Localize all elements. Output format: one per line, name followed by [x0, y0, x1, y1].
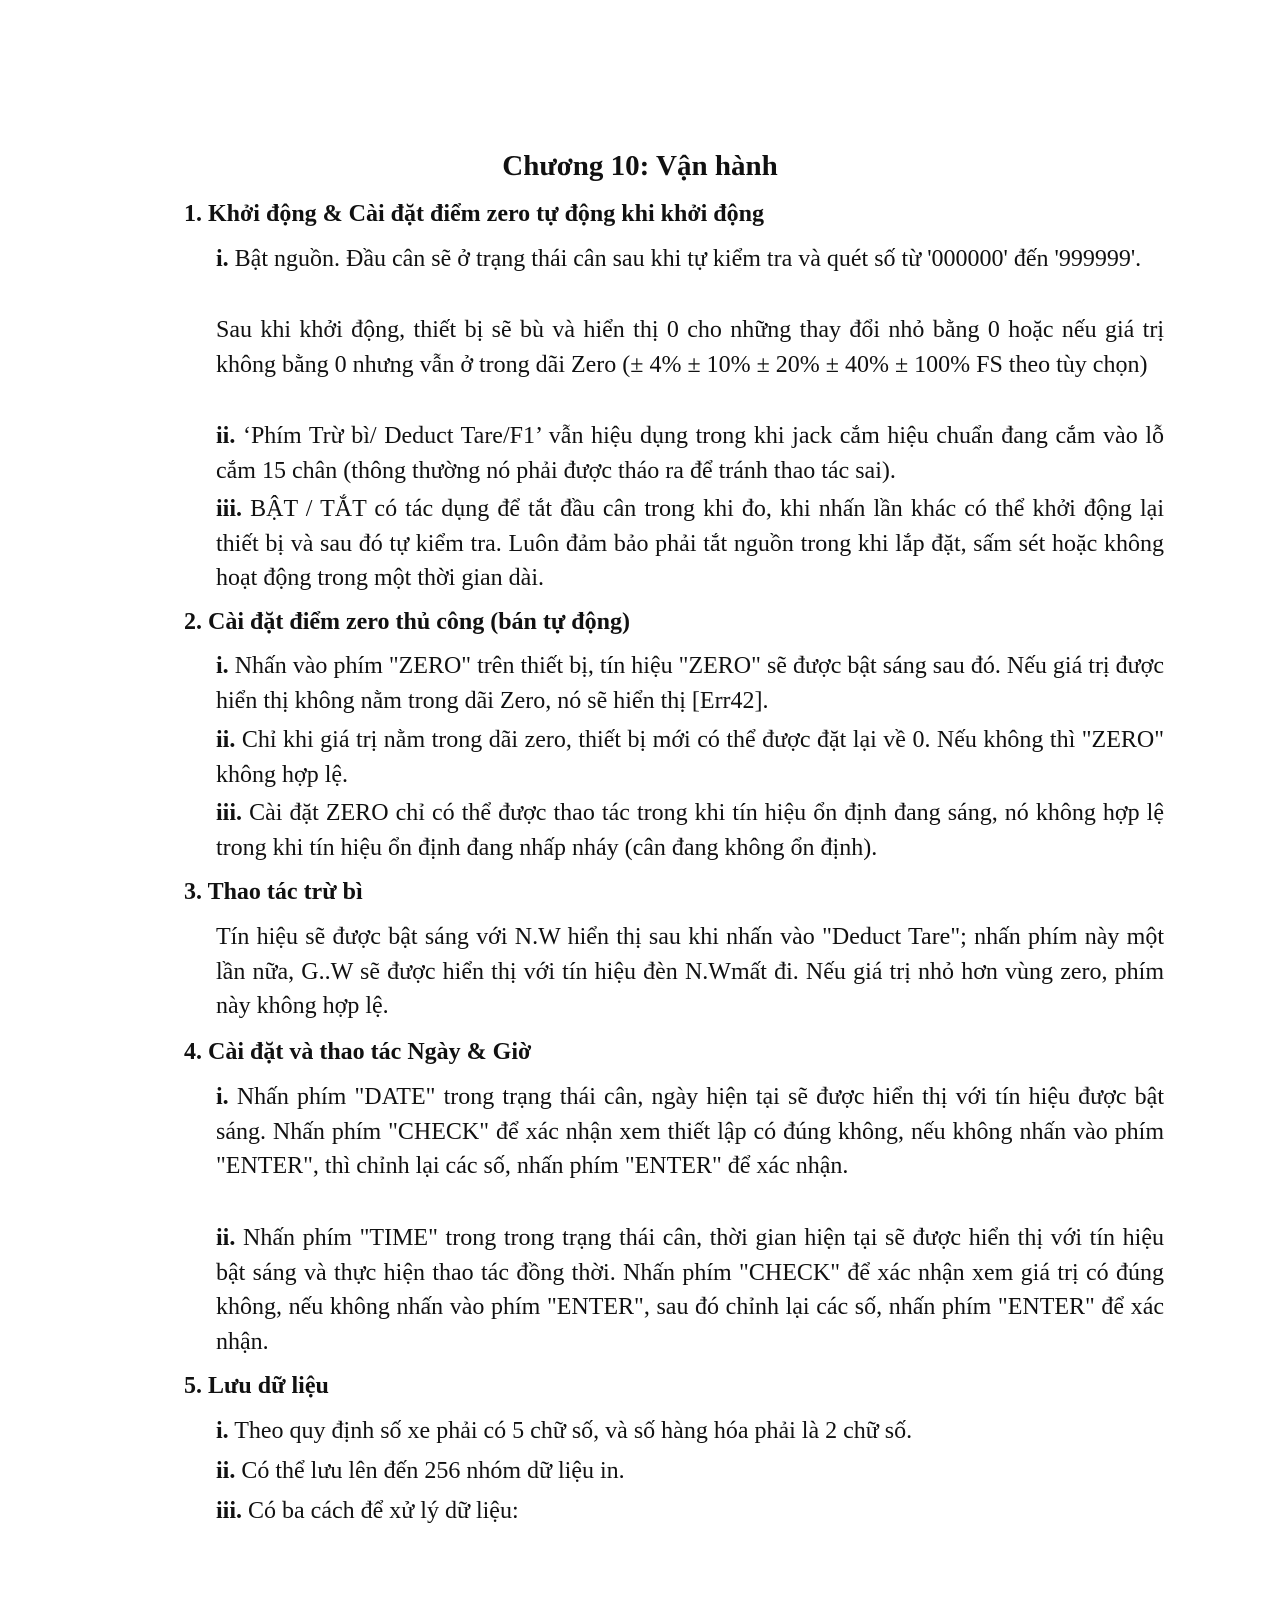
- paragraph: [216, 649, 1164, 718]
- section-heading: 5. Lưu dữ liệu: [184, 1373, 329, 1399]
- paragraph: [216, 1454, 1164, 1489]
- paragraph-text: Chỉ khi giá trị nằm trong dãi zero, thiết bị mới có thể được đặt lại về 0. Nếu không thì "ZERO" không hợp lệ.: [216, 727, 1164, 788]
- paragraph-text: Nhấn phím "TIME" trong trong trạng thái cân, thời gian hiện tại sẽ được hiển thị với tín hiệu bật sáng và thực hiện thao tác đồng thời. Nhấn phím "CHECK" để xác nhận xem giá trị có đúng không, nếu không nhấn vào phím "ENTER", sau đó chỉnh lại các số, nhấn phím "ENTER" để xác nhận.: [216, 1225, 1164, 1355]
- paragraph: [216, 313, 1164, 382]
- paragraph-text: Nhấn phím "DATE" trong trạng thái cân, ngày hiện tại sẽ được hiển thị với tín hiệu được bật sáng. Nhấn phím "CHECK" để xác nhận xem thiết lập có đúng không, nếu không nhấn vào phím "ENTER", thì chỉnh lại các số, nhấn phím "ENTER" để xác nhận.: [216, 1084, 1164, 1179]
- item-number: ii.: [216, 1458, 236, 1484]
- item-number: iii.: [216, 1498, 243, 1524]
- section-heading: 2. Cài đặt điểm zero thủ công (bán tự động): [184, 609, 630, 635]
- page-title: Chương 10: Vận hành: [502, 150, 778, 182]
- paragraph-text: Có ba cách để xử lý dữ liệu:: [242, 1498, 519, 1524]
- paragraph: [216, 419, 1164, 488]
- paragraph-text: Tín hiệu sẽ được bật sáng với N.W hiển thị sau khi nhấn vào "Deduct Tare"; nhấn phím này một lần nữa, G..W sẽ được hiển thị với tín hiệu đèn N.Wmất đi. Nếu giá trị nhỏ hơn vùng zero, phím này không hợp lệ.: [216, 924, 1164, 1019]
- item-number: iii.: [216, 496, 243, 522]
- paragraph: [216, 920, 1164, 1024]
- item-number: i.: [216, 246, 229, 272]
- paragraph: [216, 1080, 1164, 1184]
- paragraph: [216, 1494, 1164, 1529]
- item-number: i.: [216, 653, 229, 679]
- paragraph-text: Nhấn vào phím "ZERO" trên thiết bị, tín hiệu "ZERO" sẽ được bật sáng sau đó. Nếu giá trị được hiển thị không nằm trong dãi Zero, nó sẽ hiển thị [Err42].: [216, 653, 1164, 714]
- item-number: ii.: [216, 727, 236, 753]
- item-number: ii.: [216, 1225, 236, 1251]
- item-number: i.: [216, 1084, 229, 1110]
- paragraph-text: Cài đặt ZERO chỉ có thể được thao tác trong khi tín hiệu ổn định đang sáng, nó không hợp lệ trong khi tín hiệu ổn định đang nhấp nháy (cân đang không ổn định).: [216, 800, 1164, 861]
- paragraph: [216, 242, 1164, 277]
- section-heading: 1. Khởi động & Cài đặt điểm zero tự động khi khởi động: [184, 201, 764, 227]
- paragraph-text: Sau khi khởi động, thiết bị sẽ bù và hiển thị 0 cho những thay đổi nhỏ bằng 0 hoặc nếu giá trị không bằng 0 nhưng vẫn ở trong dãi Zero (± 4% ± 10% ± 20% ± 40% ± 100% FS theo tùy chọn): [216, 317, 1164, 378]
- paragraph: [216, 1414, 1164, 1449]
- item-number: iii.: [216, 800, 243, 826]
- item-number: ii.: [216, 423, 236, 449]
- paragraph-text: ‘Phím Trừ bì/ Deduct Tare/F1’ vẫn hiệu dụng trong khi jack cắm hiệu chuẩn đang cắm vào lỗ cắm 15 chân (thông thường nó phải được tháo ra để tránh thao tác sai).: [216, 423, 1164, 484]
- section-heading: 3. Thao tác trừ bì: [184, 879, 363, 905]
- paragraph-text: Theo quy định số xe phải có 5 chữ số, và số hàng hóa phải là 2 chữ số.: [228, 1418, 913, 1444]
- paragraph-text: Bật nguồn. Đầu cân sẽ ở trạng thái cân sau khi tự kiểm tra và quét số từ '000000' đến '999999'.: [228, 246, 1142, 272]
- paragraph-text: Có thể lưu lên đến 256 nhóm dữ liệu in.: [235, 1458, 625, 1484]
- section-heading: 4. Cài đặt và thao tác Ngày & Giờ: [184, 1039, 532, 1065]
- paragraph-text: BẬT / TẮT có tác dụng để tắt đầu cân trong khi đo, khi nhấn lần khác có thể khởi động lại thiết bị và sau đó tự kiểm tra. Luôn đảm bảo phải tắt nguồn trong khi lắp đặt, sấm sét hoặc không hoạt động trong một thời gian dài.: [216, 496, 1164, 591]
- paragraph: [216, 1221, 1164, 1359]
- paragraph: [216, 723, 1164, 792]
- item-number: i.: [216, 1418, 229, 1444]
- paragraph: [216, 796, 1164, 865]
- paragraph: [216, 492, 1164, 596]
